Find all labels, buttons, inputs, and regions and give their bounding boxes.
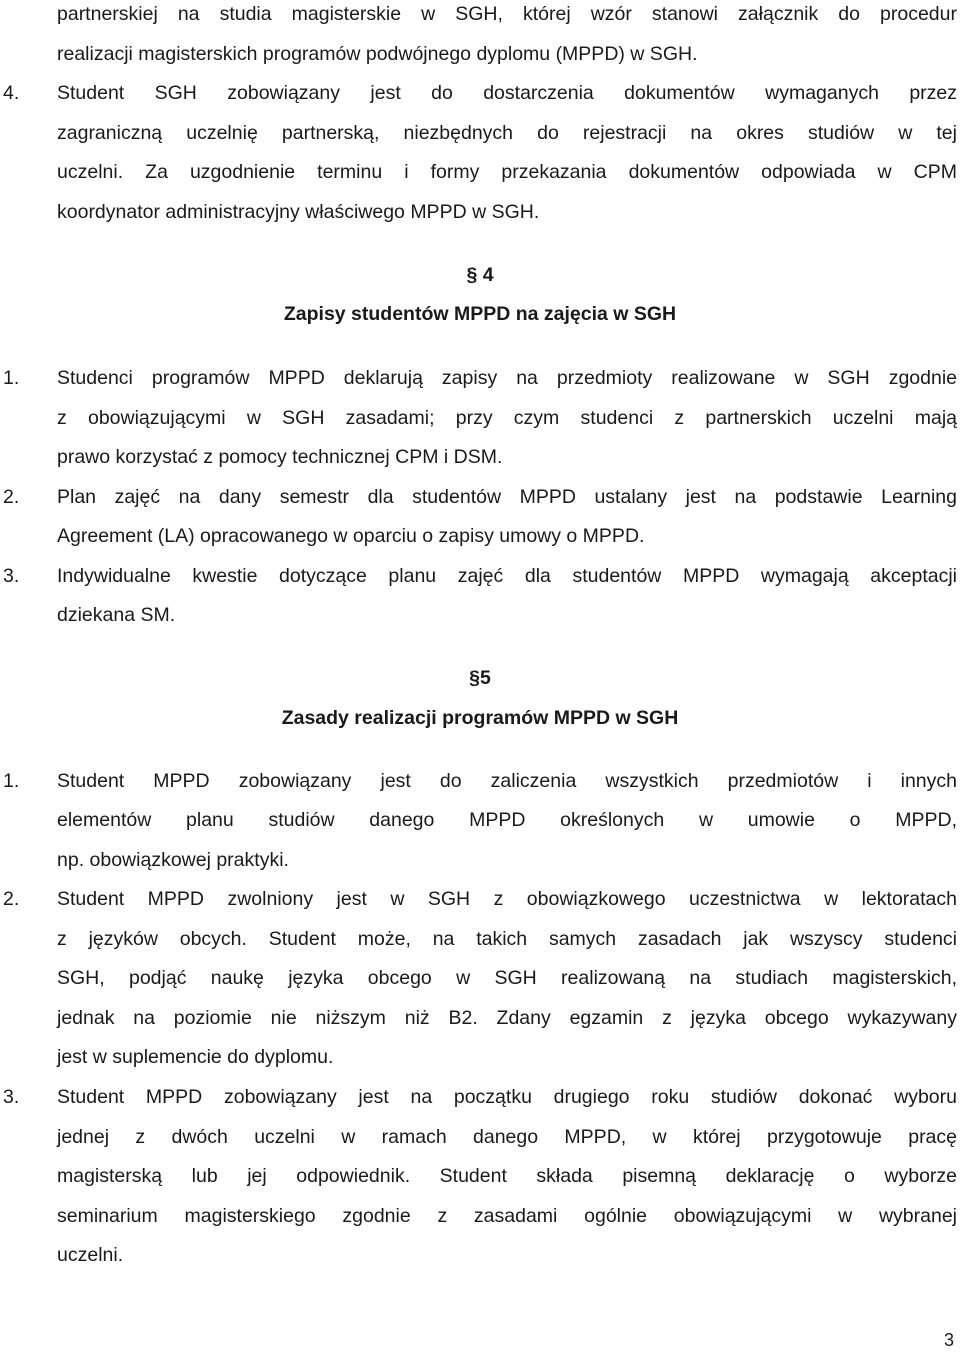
item-number: 3. [3,1086,20,1108]
s5-item3-line-5: uczelni. [57,1244,124,1266]
section-title: Zasady realizacji programów MPPD w SGH [281,707,679,729]
s5-item2-line-1: Student MPPD zwolniony jest w SGH z obowiązkowego uczestnictwa w lektoratach [57,888,957,910]
s4-item2-line-2: Agreement (LA) opracowanego w oparciu o zapisy umowy o MPPD. [57,525,645,547]
s5-item2-line-3: SGH, podjąć naukę języka obcego w SGH realizowaną na studiach magisterskich, [57,967,957,989]
s5-item3-line-3: magisterską lub jej odpowiednik. Student składa pisemną deklarację o wyborze [57,1165,957,1187]
s5-item3-line-4: seminarium magisterskiego zgodnie z zasadami ogólnie obowiązującymi w wybranej [57,1205,957,1227]
section-symbol: § 4 [466,264,494,286]
item-number: 1. [3,367,20,389]
s5-item1-line-1: Student MPPD zobowiązany jest do zaliczenia wszystkich przedmiotów i innych [57,770,957,792]
intro-line-1: partnerskiej na studia magisterskie w SGH, której wzór stanowi załącznik do procedur [57,3,957,25]
item4-line-4: koordynator administracyjny właściwego MPPD w SGH. [57,201,540,223]
section-title: Zapisy studentów MPPD na zajęcia w SGH [283,303,677,325]
item4-line-2: zagraniczną uczelnię partnerską, niezbędnych do rejestracji na okres studiów w tej [57,122,957,144]
page-number: 3 [943,1330,954,1350]
s5-item3-line-1: Student MPPD zobowiązany jest na początku drugiego roku studiów dokonać wyboru [57,1086,957,1108]
item-number: 4. [3,82,20,104]
s5-item1-line-3: np. obowiązkowej praktyki. [57,849,289,871]
section-symbol: §5 [469,667,491,689]
s5-item2-line-4: jednak na poziomie nie niższym niż B2. Zdany egzamin z języka obcego wykazywany [57,1007,957,1029]
item-number: 3. [3,565,20,587]
item4-line-3: uczelni. Za uzgodnienie terminu i formy przekazania dokumentów odpowiada w CPM [57,161,957,183]
intro-line-2: realizacji magisterskich programów podwójnego dyplomu (MPPD) w SGH. [57,43,698,65]
s4-item3-line-2: dziekana SM. [57,604,176,626]
s4-item1-line-2: z obowiązującymi w SGH zasadami; przy czym studenci z partnerskich uczelni mają [57,407,957,429]
s5-item1-line-2: elementów planu studiów danego MPPD określonych w umowie o MPPD, [57,809,957,831]
s4-item3-line-1: Indywidualne kwestie dotyczące planu zajęć dla studentów MPPD wymagają akceptacji [57,565,957,587]
s4-item1-line-1: Studenci programów MPPD deklarują zapisy na przedmioty realizowane w SGH zgodnie [57,367,957,389]
s4-item2-line-1: Plan zajęć na dany semestr dla studentów MPPD ustalany jest na podstawie Learning [57,486,957,508]
item-number: 1. [3,770,20,792]
s4-item1-line-3: prawo korzystać z pomocy technicznej CPM i DSM. [57,446,503,468]
item4-line-1: Student SGH zobowiązany jest do dostarczenia dokumentów wymaganych przez [57,82,957,104]
s5-item2-line-2: z języków obcych. Student może, na takich samych zasadach jak wszyscy studenci [57,928,957,950]
item-number: 2. [3,486,20,508]
item-number: 2. [3,888,20,910]
s5-item2-line-5: jest w suplemencie do dyplomu. [57,1046,334,1068]
s5-item3-line-2: jednej z dwóch uczelni w ramach danego MPPD, w której przygotowuje pracę [57,1126,957,1148]
